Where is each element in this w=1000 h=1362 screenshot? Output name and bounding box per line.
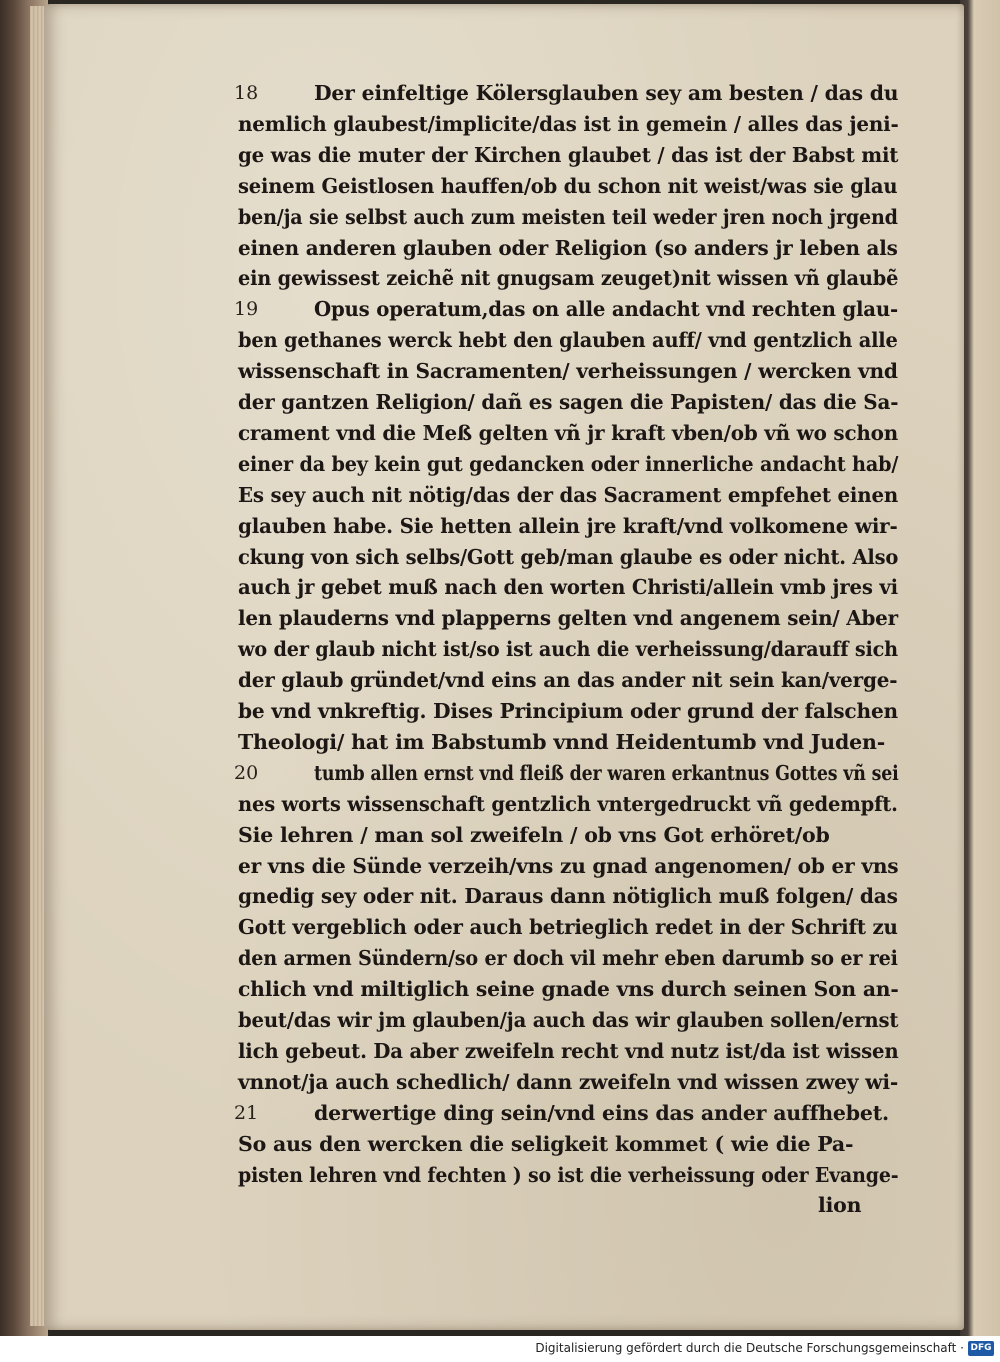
text-line: chlich vnd miltiglich seine gnade vns durch seinen Son an-	[238, 977, 899, 1002]
text-line: ein gewissest zeichẽ nit gnugsam zeuget)nit wissen vñ glaubẽ	[238, 266, 899, 291]
text-line: Gott vergeblich oder auch betrieglich redet in der Schrift zu	[238, 915, 898, 940]
text-line: Sie lehren / man sol zweifeln / ob vns Got erhöret/ob	[238, 822, 830, 847]
text-line: ge was die muter der Kirchen glaubet / das ist der Babst mit	[238, 142, 899, 167]
text-line: ben gethanes werck hebt den glauben auff/ vnd gentzlich alle	[238, 328, 898, 353]
text-line: Theologi/ hat im Babstumb vnnd Heidentumb vnd Juden-	[238, 729, 886, 754]
text-line: pisten lehren vnd fechten ) so ist die verheissung oder Evange-	[238, 1162, 899, 1187]
attribution-bar	[0, 1336, 1000, 1362]
paragraph-number: 19	[234, 298, 259, 321]
text-line: be vnd vnkreftig. Dises Principium oder grund der falschen	[238, 699, 898, 723]
text-line: beut/das wir jm glauben/ja auch das wir glauben sollen/ernst	[238, 1008, 899, 1032]
text-line: ckung von sich selbs/Gott geb/man glaube es oder nicht. Also	[238, 544, 899, 569]
text-line: gnedig sey oder nit. Daraus dann nötiglich muß folgen/ das	[238, 884, 898, 909]
text-line: lich gebeut. Da aber zweifeln recht vnd nutz ist/da ist wissen	[238, 1038, 899, 1063]
text-line: vnnot/ja auch schedlich/ dann zweifeln vnd wissen zwey wi-	[238, 1069, 899, 1094]
text-line: der gantzen Religion/ dañ es sagen die Papisten/ das die Sa-	[238, 390, 899, 414]
paragraph-number: 21	[234, 1101, 259, 1124]
text-line: nemlich glaubest/implicite/das ist in gemein / alles das jeni-	[238, 111, 899, 136]
text-line: crament vnd die Meß gelten vñ jr kraft vben/ob vñ wo schon	[238, 420, 899, 445]
text-line: Es sey auch nit nötig/das der das Sacrament empfehet einen	[238, 482, 899, 507]
text-line: den armen Sündern/so er doch vil mehr eben darumb so er rei	[238, 946, 898, 971]
text-line: So aus den wercken die seligkeit kommet ( wie die Pa-	[238, 1131, 854, 1156]
paragraph-number: 18	[234, 82, 259, 104]
text-line: der glaub gründet/vnd eins an das ander nit sein kan/verge-	[238, 668, 898, 693]
text-line: tumb allen ernst vnd fleiß der waren erkantnus Gottes vñ sei	[314, 760, 899, 785]
text-line: glauben habe. Sie hetten allein jre kraft/vnd volkomene wir-	[238, 513, 898, 538]
text-line: seinem Geistlosen hauffen/ob du schon nit weist/was sie glau	[238, 173, 898, 198]
right-page-edge	[960, 0, 1000, 1336]
text-line: lion	[818, 1193, 862, 1218]
page-stack-edge	[30, 6, 44, 1326]
text-line: auch jr gebet muß nach den worten Christi/allein vmb jres vi	[238, 575, 898, 600]
text-line: Opus operatum,das on alle andacht vnd rechten glau-	[314, 297, 898, 322]
text-line: ben/ja sie selbst auch zum meisten teil weder jren noch jrgend	[238, 204, 898, 229]
funding-credit: Digitalisierung gefördert durch die Deutsche Forschungsgemeinschaft ·	[535, 1341, 964, 1355]
text-line: wo der glaub nicht ist/so ist auch die verheissung/darauff sich	[238, 637, 898, 662]
text-line: wissenschaft in Sacramenten/ verheissungen / wercken vnd	[238, 359, 898, 384]
paragraph-number: 20	[234, 761, 259, 784]
text-line: er vns die Sünde verzeih/vns zu gnad angenomen/ ob er vns	[238, 853, 899, 878]
text-line: len plauderns vnd plapperns gelten vnd angenem sein/ Aber	[238, 606, 898, 631]
dfg-logo: DFG	[968, 1341, 994, 1356]
text-line: einer da bey kein gut gedancken oder innerliche andacht hab/	[238, 451, 899, 476]
text-line: derwertige ding sein/vnd eins das ander auffhebet.	[314, 1100, 889, 1125]
text-line: Der einfeltige Kölersglauben sey am besten / das du	[314, 81, 899, 105]
text-line: nes worts wissenschaft gentzlich vntergedruckt vñ gedempft.	[238, 791, 898, 816]
text-line: einen anderen glauben oder Religion (so anders jr leben als	[238, 235, 898, 260]
